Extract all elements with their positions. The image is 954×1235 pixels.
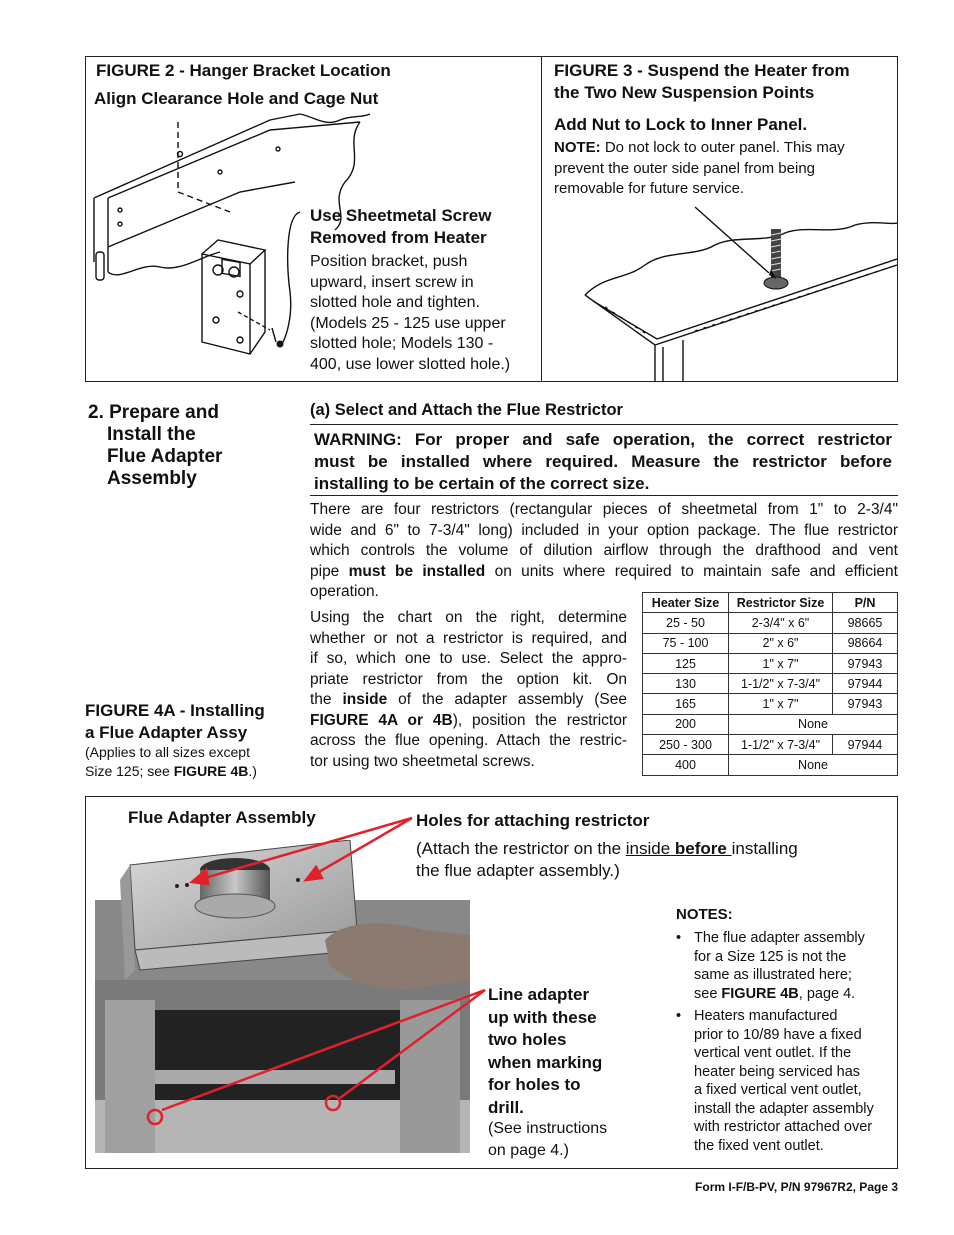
callout-line: slotted hole and tighten. bbox=[310, 294, 480, 311]
para-line: wide and 6" to 7-3/4" long) included in your option package. The flue restrictor bbox=[310, 521, 898, 539]
text: before bbox=[670, 839, 732, 858]
text: must be installed bbox=[348, 562, 486, 580]
page-footer: Form I-F/B-PV, P/N 97967R2, Page 3 bbox=[695, 1180, 898, 1194]
cell: 97944 bbox=[833, 735, 898, 755]
note-text: removable for future service. bbox=[554, 180, 745, 197]
attach-line bbox=[416, 838, 798, 860]
note-text: Do not lock to outer panel. This may bbox=[600, 139, 845, 156]
note-line bbox=[694, 985, 896, 1004]
figure2-title: FIGURE 2 - Hanger Bracket Location bbox=[96, 61, 391, 80]
table-row bbox=[643, 633, 898, 653]
text: , page 4. bbox=[798, 985, 856, 1002]
text: FIGURE 4A or 4B bbox=[310, 711, 453, 729]
cell: 97943 bbox=[833, 653, 898, 673]
para-line: Using the chart on the right, determine bbox=[310, 609, 627, 626]
para-line: across the flue opening. Attach the restric- bbox=[310, 732, 627, 749]
text: ), position the restrictor bbox=[452, 711, 627, 729]
table-row bbox=[643, 735, 898, 755]
label-line: up with these bbox=[488, 1007, 597, 1027]
caption-line: FIGURE 4A - Installing bbox=[85, 701, 265, 720]
note-line: prior to 10/89 have a fixed bbox=[694, 1026, 862, 1043]
note-text: prevent the outer side panel from being bbox=[554, 159, 815, 177]
see-instructions bbox=[488, 1118, 607, 1162]
line-adapter-label bbox=[488, 984, 602, 1119]
cell: 200 bbox=[643, 714, 729, 734]
label-line: when marking bbox=[488, 1052, 603, 1072]
text: pipe bbox=[310, 562, 349, 580]
warning-line: installing to be certain of the correct size. bbox=[314, 474, 650, 493]
heading-line: Assembly bbox=[107, 468, 197, 489]
text: see bbox=[694, 985, 722, 1002]
cell: 165 bbox=[643, 694, 729, 714]
attach-line: the flue adapter assembly.) bbox=[416, 861, 620, 880]
attach-instruction bbox=[416, 838, 798, 882]
cell: None bbox=[729, 714, 898, 734]
note-item bbox=[674, 1007, 896, 1155]
figure2-callout-title-2: Removed from Heater bbox=[310, 228, 487, 247]
label-line: (See instructions bbox=[488, 1120, 608, 1137]
figure-divider bbox=[541, 56, 542, 382]
heading-line: Flue Adapter bbox=[107, 446, 223, 467]
cell: 2" x 6" bbox=[729, 633, 833, 653]
para-line: whether or not a restrictor is required, and bbox=[310, 629, 627, 647]
figure4a-title bbox=[85, 700, 265, 744]
warning-text bbox=[314, 429, 892, 495]
table-row bbox=[643, 674, 898, 694]
cell: None bbox=[729, 755, 898, 775]
header-pn: P/N bbox=[833, 593, 898, 613]
para-line: which controls the volume of dilution airflow through the drafthood and vent bbox=[310, 542, 898, 559]
header-restrictor-size: Restrictor Size bbox=[729, 593, 833, 613]
warning-line: WARNING: For proper and safe operation, the correct restrictor bbox=[314, 430, 892, 449]
cell: 125 bbox=[643, 653, 729, 673]
figure4a-note bbox=[85, 743, 257, 780]
callout-line: Position bracket, push bbox=[310, 253, 468, 270]
cell: 25 - 50 bbox=[643, 613, 729, 633]
heading-line: Install the bbox=[107, 424, 196, 445]
table-row bbox=[643, 714, 898, 734]
label-holes-restrictor: Holes for attaching restrictor bbox=[416, 811, 650, 830]
callout-line: (Models 25 - 125 use upper bbox=[310, 314, 506, 332]
notes-list bbox=[674, 929, 896, 1155]
cell: 98665 bbox=[833, 613, 898, 633]
para-line: operation. bbox=[310, 583, 379, 600]
cell: 250 - 300 bbox=[643, 735, 729, 755]
text: the bbox=[310, 691, 343, 708]
para-line bbox=[310, 690, 627, 711]
table-row bbox=[643, 613, 898, 633]
note-line: • The flue adapter assembly bbox=[694, 930, 865, 946]
section2-heading bbox=[88, 402, 222, 490]
text: on units where required to maintain safe and efficient bbox=[485, 562, 898, 580]
note-line: same as illustrated here; bbox=[694, 967, 852, 983]
text: inside bbox=[342, 691, 388, 708]
text: inside bbox=[625, 839, 671, 858]
text: .) bbox=[248, 762, 257, 779]
para-line: if so, which one to use. Select the appro- bbox=[310, 650, 627, 667]
figure3-note bbox=[554, 138, 845, 200]
cell: 130 bbox=[643, 674, 729, 694]
cell: 2-3/4" x 6" bbox=[729, 613, 833, 633]
figure3-title-1: FIGURE 3 - Suspend the Heater from bbox=[554, 61, 850, 80]
table-header-row bbox=[643, 593, 898, 613]
note-item bbox=[674, 929, 896, 1003]
note-label: NOTE: bbox=[554, 139, 601, 156]
figure3-title-2: the Two New Suspension Points bbox=[554, 83, 815, 102]
callout-line: slotted hole; Models 130 - bbox=[310, 335, 494, 352]
paragraph-1 bbox=[310, 500, 898, 603]
figure3-subtitle: Add Nut to Lock to Inner Panel. bbox=[554, 115, 808, 134]
suspension-point-illustration bbox=[545, 195, 897, 381]
text: FIGURE 4B bbox=[173, 762, 249, 779]
warning-line: must be installed where required. Measure the restrictor before bbox=[314, 452, 892, 471]
cell: 1" x 7" bbox=[729, 694, 833, 714]
caption-line bbox=[85, 762, 257, 781]
note-line: with restrictor attached over bbox=[694, 1119, 873, 1135]
para-line bbox=[310, 711, 627, 732]
label-line: two holes bbox=[488, 1030, 567, 1049]
cell: 1" x 7" bbox=[729, 653, 833, 673]
text: Size 125; see bbox=[85, 762, 174, 779]
note-line: install the adapter assembly bbox=[694, 1100, 874, 1117]
figure2-callout-body bbox=[310, 252, 540, 375]
label-flue-adapter-assembly: Flue Adapter Assembly bbox=[128, 808, 316, 827]
table-row bbox=[643, 694, 898, 714]
subsection-a-title: (a) Select and Attach the Flue Restrictor bbox=[310, 401, 623, 419]
para-line bbox=[310, 562, 898, 583]
text: FIGURE 4B bbox=[721, 985, 799, 1002]
label-line: Line adapter bbox=[488, 985, 590, 1004]
text: (Attach the restrictor on the bbox=[416, 839, 626, 858]
table-row bbox=[643, 755, 898, 775]
notes-title: NOTES: bbox=[676, 906, 733, 923]
caption-line: a Flue Adapter Assy bbox=[85, 723, 248, 742]
note-line: vertical vent outlet. If the bbox=[694, 1045, 852, 1061]
note-line: the fixed vent outlet. bbox=[694, 1137, 824, 1154]
cell: 97943 bbox=[833, 694, 898, 714]
figure2-callout-title-1: Use Sheetmetal Screw bbox=[310, 206, 492, 225]
caption-line: (Applies to all sizes except bbox=[85, 744, 250, 760]
label-line: drill. bbox=[488, 1097, 524, 1117]
cell: 98664 bbox=[833, 633, 898, 653]
text: installing bbox=[731, 839, 798, 858]
cell: 75 - 100 bbox=[643, 633, 729, 653]
table-row bbox=[643, 653, 898, 673]
callout-line: 400, use lower slotted hole.) bbox=[310, 355, 511, 373]
para-line: tor using two sheetmetal screws. bbox=[310, 752, 535, 770]
para-line: priate restrictor from the option kit. On bbox=[310, 670, 627, 688]
label-line: for holes to bbox=[488, 1075, 581, 1094]
note-line: a fixed vertical vent outlet, bbox=[694, 1082, 862, 1098]
figure2-subtitle: Align Clearance Hole and Cage Nut bbox=[94, 89, 379, 108]
note-line: • Heaters manufactured bbox=[694, 1008, 838, 1024]
restrictor-table bbox=[642, 592, 898, 776]
paragraph-2 bbox=[310, 608, 627, 772]
note-line: for a Size 125 is not the bbox=[694, 948, 847, 965]
label-line: on page 4.) bbox=[488, 1142, 569, 1159]
header-heater-size: Heater Size bbox=[643, 593, 729, 613]
cell: 1-1/2" x 7-3/4" bbox=[729, 735, 833, 755]
cell: 1-1/2" x 7-3/4" bbox=[729, 674, 833, 694]
heading-line: 2. Prepare and bbox=[88, 402, 219, 423]
text: of the adapter assembly (See bbox=[387, 691, 627, 708]
note-line: heater being serviced has bbox=[694, 1063, 861, 1080]
callout-line: upward, insert screw in bbox=[310, 273, 474, 291]
cell: 400 bbox=[643, 755, 729, 775]
cell: 97944 bbox=[833, 674, 898, 694]
para-line: There are four restrictors (rectangular pieces of sheetmetal from 1" to 2-3/4" bbox=[310, 501, 898, 518]
